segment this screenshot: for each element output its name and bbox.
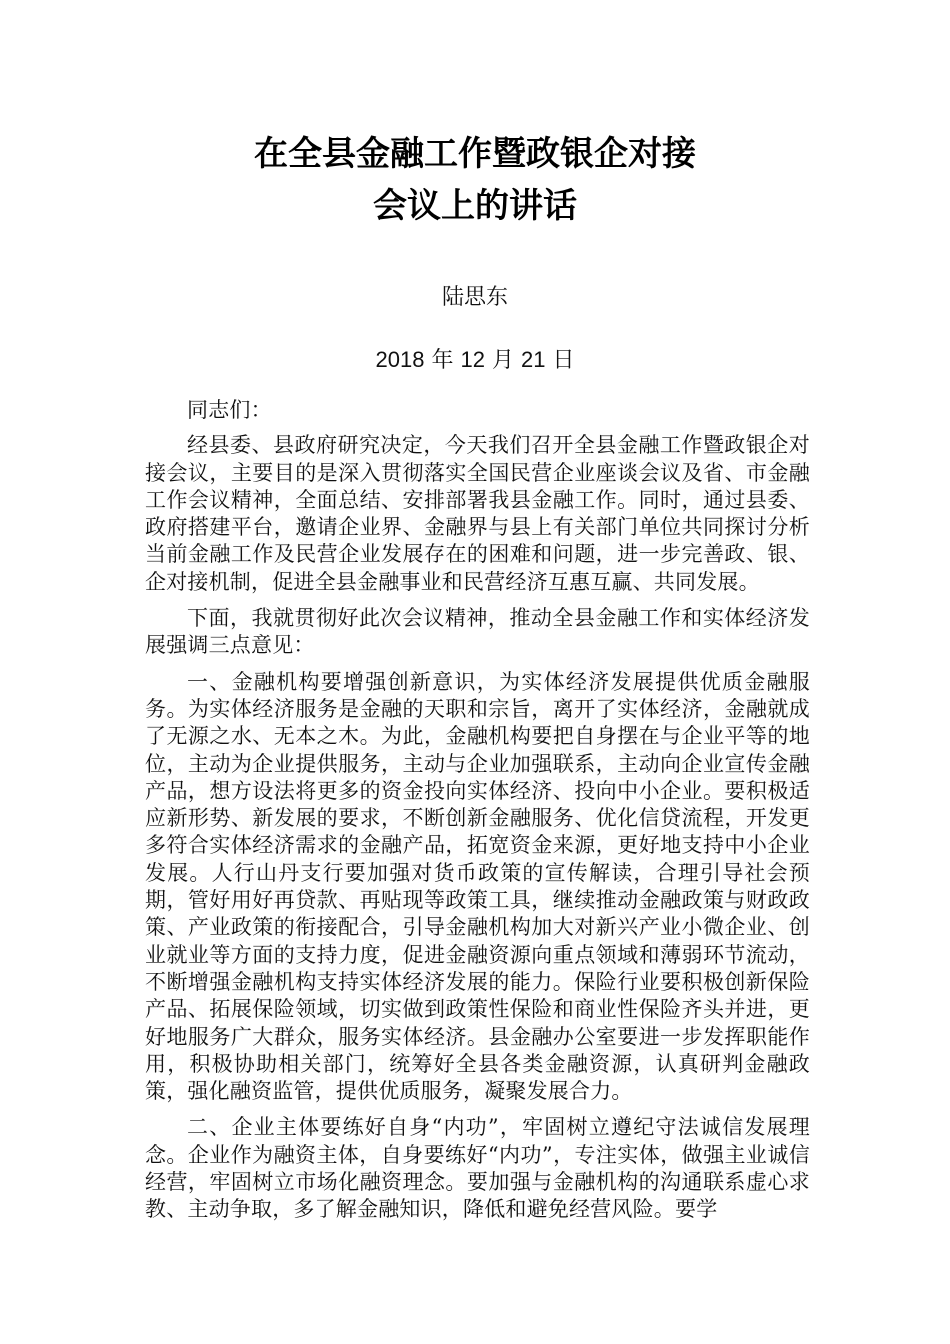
speech-date [0,345,950,376]
date-month-unit: 月 [491,348,514,373]
salutation: 同志们： [187,398,272,422]
paragraph-point-two: 二、企业主体要练好自身“内功”，牢固树立遵纪守法诚信发展理念。企业作为融资主体，自身要练好“内功”，专注实体，做强主业诚信经营，牢固树立市场化融资理念。要加强与金融机构的沟通联系虚心求教、主动争取，多了解金融知识，降低和避免经营风险。要学 [145,1115,810,1222]
author-name: 陆思东 [441,285,508,310]
paragraph-intro: 经县委、县政府研究决定，今天我们召开全县金融工作暨政银企对接会议，主要目的是深入贯彻落实全国民营企业座谈会议及省、市金融工作会议精神，全面总结、安排部署我县金融工作。同时，通过县委、政府搭建平台，邀请企业界、金融界与县上有关部门单位共同探讨分析当前金融工作及民营企业发展存在的困难和问题，进一步完善政、银、企对接机制，促进全县金融事业和民营经济互惠互赢、共同发展。 [145,433,810,594]
title-line-1: 在全县金融工作暨政银企对接 [254,134,696,174]
date-day: 21 [520,347,546,372]
speech-body [145,397,810,1233]
paragraph-transition: 下面，我就贯彻好此次会议精神，推动全县金融工作和实体经济发展强调三点意见： [145,606,810,658]
date-year-unit: 年 [431,348,454,373]
paragraph-point-one: 一、金融机构要增强创新意识，为实体经济发展提供优质金融服务。为实体经济服务是金融的天职和宗旨，离开了实体经济，金融就成了无源之水、无本之木。为此，金融机构要把自身摆在与企业平等的地位，主动为企业提供服务，主动与企业加强联系，主动向企业宣传金融产品，想方设法将更多的资金投向实体经济、投向中小企业。要积极适应新形势、新发展的要求，不断创新金融服务、优化信贷流程，开发更多符合实体经济需求的金融产品，拓宽资金来源，更好地支持中小企业发展。人行山丹支行要加强对货币政策的宣传解读，合理引导社会预期，管好用好再贷款、再贴现等政策工具，继续推动金融政策与财政政策、产业政策的衔接配合，引导金融机构加大对新兴产业小微企业、创业就业等方面的支持力度，促进金融资源向重点领域和薄弱环节流动，不断增强金融机构支持实体经济发展的能力。保险行业要积极创新保险产品、拓展保险领域，切实做到政策性保险和商业性保险齐头并进，更好地服务广大群众，服务实体经济。县金融办公室要进一步发挥职能作用，积极协助相关部门，统筹好全县各类金融资源，认真研判金融政策，强化融资监管，提供优质服务，凝聚发展合力。 [145,669,810,1104]
title-line-2: 会议上的讲话 [373,186,577,226]
date-year: 2018 [375,347,425,372]
date-day-unit: 日 [552,348,575,373]
date-month: 12 [460,347,485,372]
